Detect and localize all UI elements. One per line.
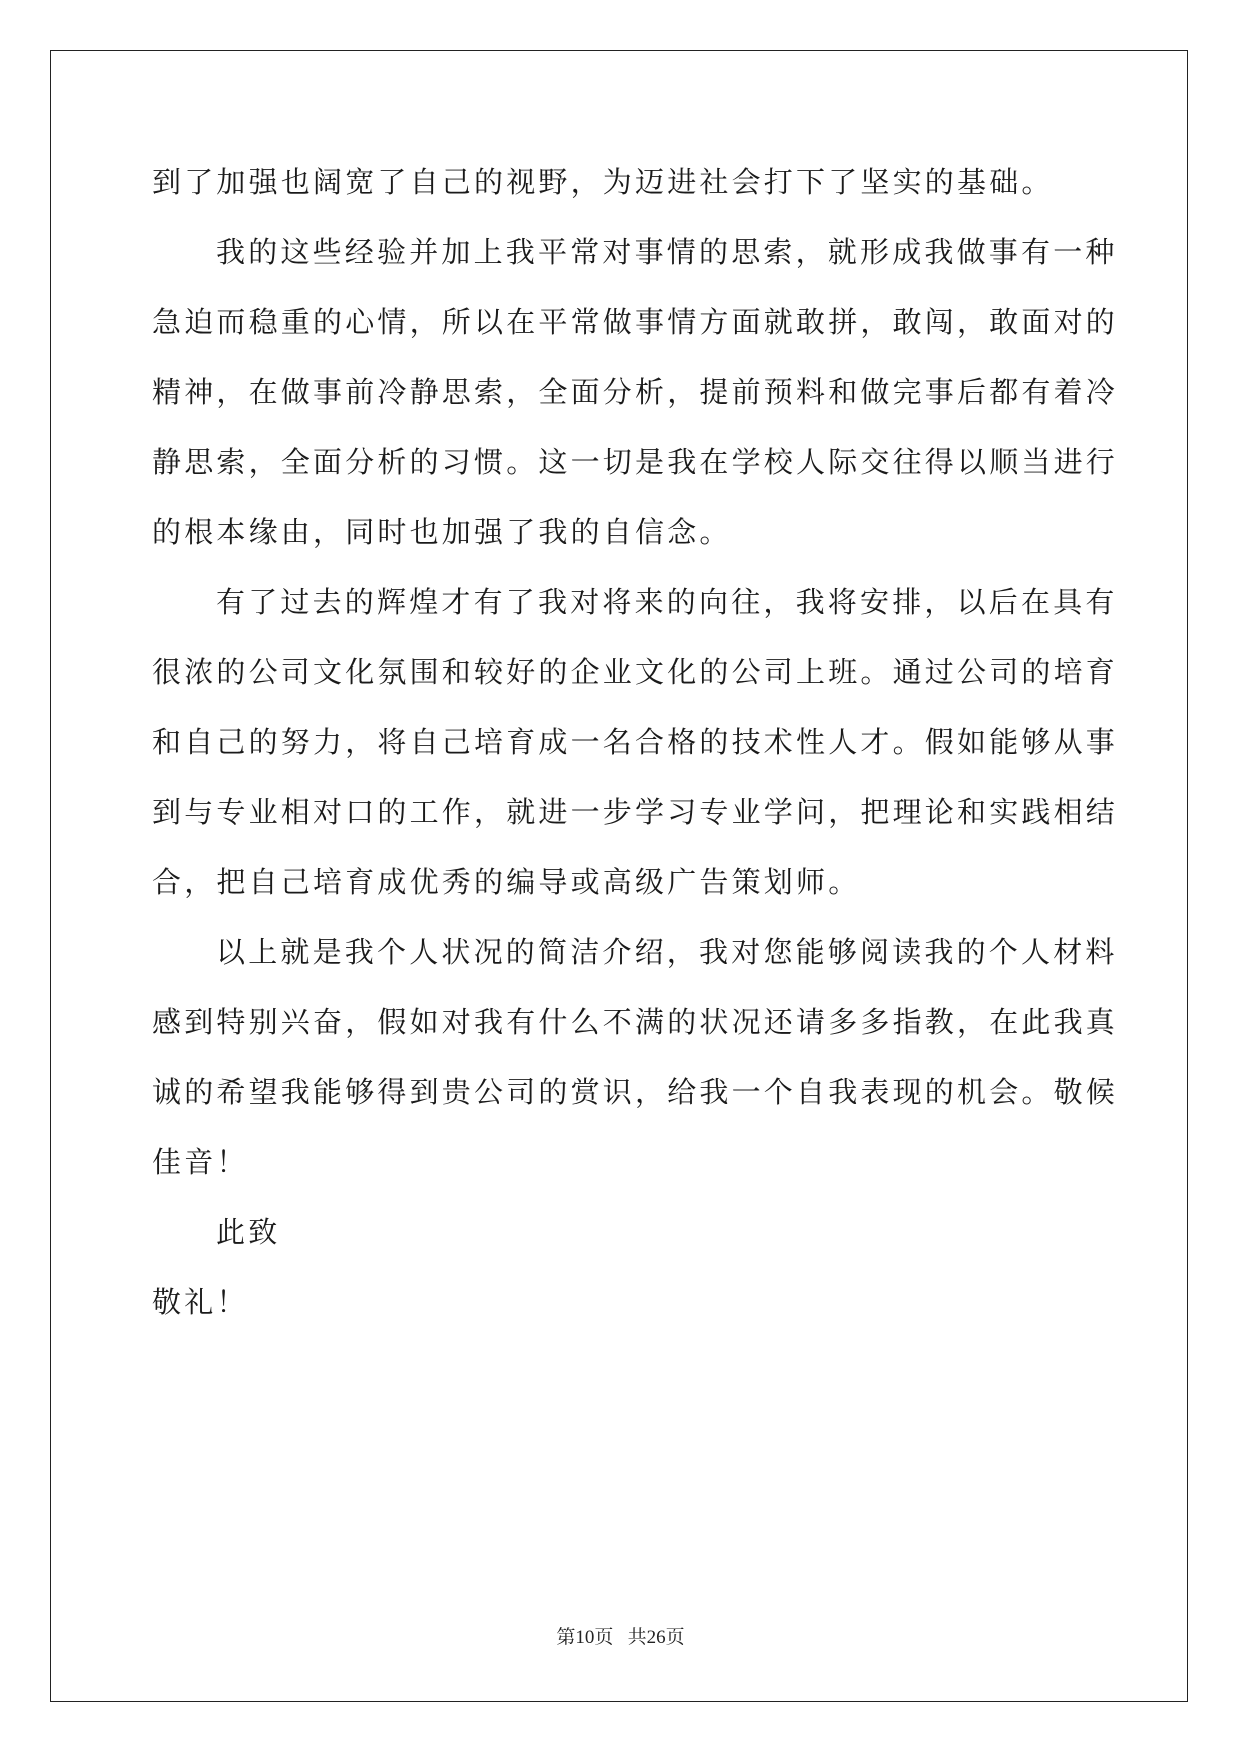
text-line: 以上就是我个人状况的简洁介绍，我对您能够阅读我的个人材料 xyxy=(216,935,1118,969)
text-line: 急迫而稳重的心情，所以在平常做事情方面就敢拼，敢闯，敢面对的 xyxy=(152,305,1119,339)
text-line: 到与专业相对口的工作，就进一步学习专业学问，把理论和实践相结 xyxy=(152,795,1119,829)
text-line: 精神，在做事前冷静思索，全面分析，提前预料和做完事后都有着冷 xyxy=(152,375,1119,409)
text-line: 和自己的努力，将自己培育成一名合格的技术性人才。假如能够从事 xyxy=(152,725,1119,759)
page-number: 第10页 xyxy=(556,1627,614,1648)
text-line: 有了过去的辉煌才有了我对将来的向往，我将安排，以后在具有 xyxy=(216,585,1118,619)
text-line: 诚的希望我能够得到贵公司的赏识，给我一个自我表现的机会。敬候 xyxy=(152,1075,1119,1109)
text-line: 感到特别兴奋，假如对我有什么不满的状况还请多多指教，在此我真 xyxy=(152,1005,1119,1039)
text-line: 我的这些经验并加上我平常对事情的思索，就形成我做事有一种 xyxy=(216,235,1118,269)
text-line: 的根本缘由，同时也加强了我的自信念。 xyxy=(152,515,732,549)
closing-regards: 敬礼！ xyxy=(152,1285,249,1319)
closing-salutation: 此致 xyxy=(216,1215,281,1249)
text-line: 合，把自己培育成优秀的编导或高级广告策划师。 xyxy=(152,865,861,899)
page-total: 共26页 xyxy=(627,1627,685,1648)
text-line: 佳音！ xyxy=(152,1145,249,1179)
page-footer xyxy=(0,1622,1241,1649)
text-line: 到了加强也阔宽了自己的视野，为迈进社会打下了坚实的基础。 xyxy=(152,165,1054,199)
text-line: 很浓的公司文化氛围和较好的企业文化的公司上班。通过公司的培育 xyxy=(152,655,1119,689)
text-line: 静思索，全面分析的习惯。这一切是我在学校人际交往得以顺当进行 xyxy=(152,445,1119,479)
